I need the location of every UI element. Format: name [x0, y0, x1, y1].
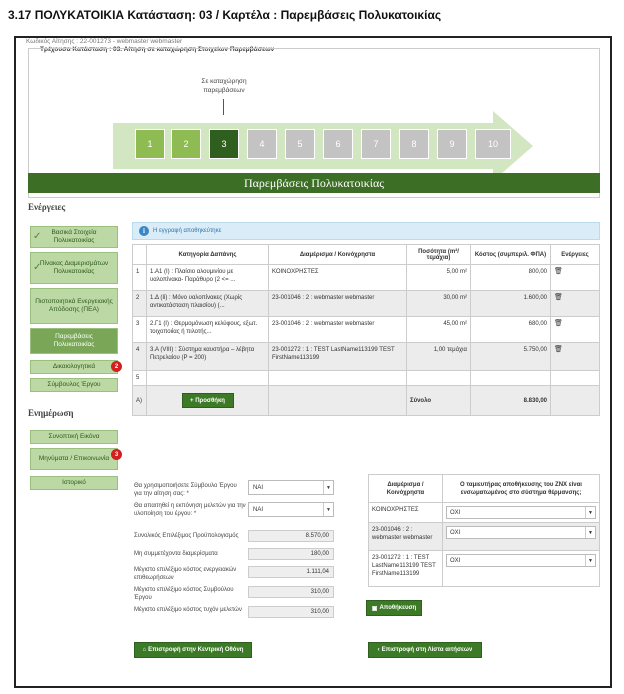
- home-icon: ⌂: [142, 647, 147, 653]
- chevron-down-icon: ▼: [585, 527, 595, 538]
- sidebar-item-messages[interactable]: Μηνύματα / Επικοινωνία 3: [30, 448, 118, 470]
- trash-icon[interactable]: 🗑: [554, 346, 563, 353]
- studies-question-label: Θα απαιτηθεί η εκπόνηση μελετών για την υλοποίηση του έργου: *: [134, 503, 246, 517]
- table-row: 3 2.Γ1 (Ι) : Θερμομόνωση κελύφους, εξωτ. τοιχοποιίας ή πιλοτής... 23-001046 : 2 : webmaster webmaster 45,00 m² 680,00 🗑: [133, 317, 600, 343]
- notification-badge: 3: [111, 449, 122, 460]
- studies-cost-value: 310,00: [248, 606, 334, 618]
- chevron-down-icon: ▼: [323, 481, 333, 494]
- request-code: Κωδικός Αίτησης : 22-001273 - webmaster webmaster: [26, 38, 183, 45]
- total-value: 8.830,00: [471, 386, 551, 416]
- table-row: 1 1.Α1 (Ι) : Πλαίσιο αλουμινίου με υαλοπίνακα- Παράθυρο (2 <= ... ΚΟΙΝΟΧΡΗΣΤΕΣ 5,00 m² 800,00 🗑: [133, 265, 600, 291]
- sidebar-item-apartments[interactable]: ✓ Πίνακας Διαμερισμάτων Πολυκατοικίας: [30, 252, 118, 284]
- non-participating-value: 180,00: [248, 548, 334, 560]
- column-header: Ποσότητα (m²/τεμάχια): [407, 245, 471, 265]
- sidebar-item-history[interactable]: Ιστορικό: [30, 476, 118, 490]
- sidebar-item-energy-certificates[interactable]: Πιστοποιητικά Ενεργειακής Απόδοσης (ΠΕΑ): [30, 288, 118, 324]
- total-label: Σύνολο: [407, 386, 471, 416]
- wizard-step-4[interactable]: 4: [247, 129, 277, 159]
- sidebar-item-summary[interactable]: Συνοπτική Εικόνα: [30, 430, 118, 444]
- info-heading: Ενημέρωση: [28, 408, 74, 418]
- interventions-table: [132, 244, 600, 416]
- chevron-down-icon: ▼: [323, 503, 333, 516]
- wizard-step-10[interactable]: 10: [475, 129, 511, 159]
- notification-badge: 2: [111, 361, 122, 372]
- column-header: Ενέργειες: [551, 245, 600, 265]
- wizard-step-3[interactable]: 3: [209, 129, 239, 159]
- chevron-left-icon: ‹: [377, 647, 380, 653]
- inspection-cost-label: Μέγιστο επιλέξιμο κόστος ενεργειακών επιθεωρήσεων: [134, 567, 237, 581]
- table-row: 4 3.Α (VIII) : Σύστημα καυστήρα – λέβητα Πετρελαίου (P = 200) 23-001272 : 1 : TEST LastName113199 TEST FirstName113199 1,00 τεμάχια 5.750,00 🗑: [133, 343, 600, 371]
- wizard-step-2[interactable]: 2: [171, 129, 201, 159]
- hot-water-select[interactable]: ΟΧΙ ▼: [446, 554, 596, 567]
- hot-water-select[interactable]: ΟΧΙ ▼: [446, 506, 596, 519]
- wizard-step-1[interactable]: 1: [135, 129, 165, 159]
- table-row: 23-001046 : 2 : webmaster webmaster ΟΧΙ ▼: [369, 523, 600, 551]
- page-title: Παρεμβάσεις Πολυκατοικίας: [28, 173, 600, 193]
- info-icon: i: [139, 226, 149, 236]
- hot-water-table: [368, 474, 600, 587]
- wizard-step-5[interactable]: 5: [285, 129, 315, 159]
- wizard-step-6[interactable]: 6: [323, 129, 353, 159]
- budget-label: Συνολικός Επιλέξιμος Προϋπολογισμός: [134, 533, 239, 539]
- sidebar-item-documents[interactable]: Δικαιολογητικά 2: [30, 360, 118, 374]
- save-button[interactable]: ▣ Αποθήκευση: [366, 600, 422, 616]
- document-heading: 3.17 ΠΟΛΥΚΑΤΟΙΚΙΑ Κατάσταση: 03 / Καρτέλα : Παρεμβάσεις Πολυκατοικίας: [8, 8, 442, 22]
- consultant-select[interactable]: ΝΑΙ ▼: [248, 480, 334, 495]
- back-list-button[interactable]: ‹ Επιστροφή στη Λίστα αιτήσεων: [368, 642, 482, 658]
- save-icon: ▣: [371, 605, 378, 612]
- non-participating-label: Μη συμμετέχοντα διαμερίσματα: [134, 551, 218, 557]
- sidebar-item-interventions[interactable]: Παρεμβάσεις Πολυκατοικίας: [30, 328, 118, 354]
- studies-select[interactable]: ΝΑΙ ▼: [248, 502, 334, 517]
- column-header: [133, 245, 147, 265]
- column-header: Διαμέρισμα / Κοινόχρηστα: [269, 245, 407, 265]
- column-header: Διαμέρισμα / Κοινόχρηστα: [369, 475, 443, 503]
- screenshot-frame: [14, 36, 612, 688]
- table-row: 5: [133, 371, 600, 386]
- table-row: 2 1.Δ (Ιί) : Μόνο υαλοπίνακες (Χωρίς αντικατάσταση πλαισίου) (... 23-001046 : 2 : webmaster webmaster 30,00 m² 1.600,00 🗑: [133, 291, 600, 317]
- wizard-step-7[interactable]: 7: [361, 129, 391, 159]
- sidebar-item-basic-info[interactable]: ✓ Βασικά Στοιχεία Πολυκατοικίας: [30, 226, 118, 248]
- table-row: ΚΟΙΝΟΧΡΗΣΤΕΣ ΟΧΙ ▼: [369, 503, 600, 523]
- table-row: 23-001272 : 1 : TEST LastName113199 TEST FirstName113199 ΟΧΙ ▼: [369, 551, 600, 587]
- hot-water-select[interactable]: ΟΧΙ ▼: [446, 526, 596, 539]
- chevron-down-icon: ▼: [585, 555, 595, 566]
- success-alert: i Η εγγραφή αποθηκεύτηκε: [132, 222, 600, 240]
- chevron-down-icon: ▼: [585, 507, 595, 518]
- consultant-question-label: Θα χρησιμοποιήσετε Σύμβουλο Έργου για την αίτηση σας: *: [134, 483, 237, 497]
- actions-heading: Ενέργειες: [28, 202, 66, 212]
- wizard-step-9[interactable]: 9: [437, 129, 467, 159]
- inspection-cost-value: 1.111,04: [248, 566, 334, 578]
- check-icon: ✓: [33, 231, 42, 242]
- sidebar-item-consultant[interactable]: Σύμβουλος Έργου: [30, 378, 118, 392]
- current-state: Τρέχουσα Κατάσταση : 03. Αίτηση σε καταχώρηση Στοιχείων Παρεμβάσεων: [40, 46, 275, 53]
- column-header: Κόστος (συμπεριλ. ΦΠΑ): [471, 245, 551, 265]
- budget-value: 8.570,00: [248, 530, 334, 542]
- add-button[interactable]: + Προσθήκη: [182, 393, 234, 408]
- wizard-step-8[interactable]: 8: [399, 129, 429, 159]
- studies-cost-label: Μέγιστο επιλέξιμο κόστος τυχόν μελετών: [134, 607, 242, 613]
- current-step-label: Σε καταχώρηση παρεμβάσεων: [201, 78, 247, 94]
- trash-icon[interactable]: 🗑: [554, 320, 563, 327]
- consultant-cost-label: Μέγιστο επιλέξιμο κόστος Συμβούλου Έργου: [134, 587, 234, 601]
- consultant-cost-value: 310,00: [248, 586, 334, 598]
- column-header: Ο ταμιευτήρας αποθήκευσης του ΖΝΧ είναι ενσωματωμένος στο σύστημα θέρμανσης;: [443, 475, 600, 503]
- check-icon: ✓: [33, 262, 42, 273]
- table-footer-row: Α) + Προσθήκη Σύνολο 8.830,00: [133, 386, 600, 416]
- trash-icon[interactable]: 🗑: [554, 268, 563, 275]
- column-header: Κατηγορία Δαπάνης: [147, 245, 269, 265]
- back-home-button[interactable]: ⌂ Επιστροφή στην Κεντρική Οθόνη: [134, 642, 252, 658]
- trash-icon[interactable]: 🗑: [554, 294, 563, 301]
